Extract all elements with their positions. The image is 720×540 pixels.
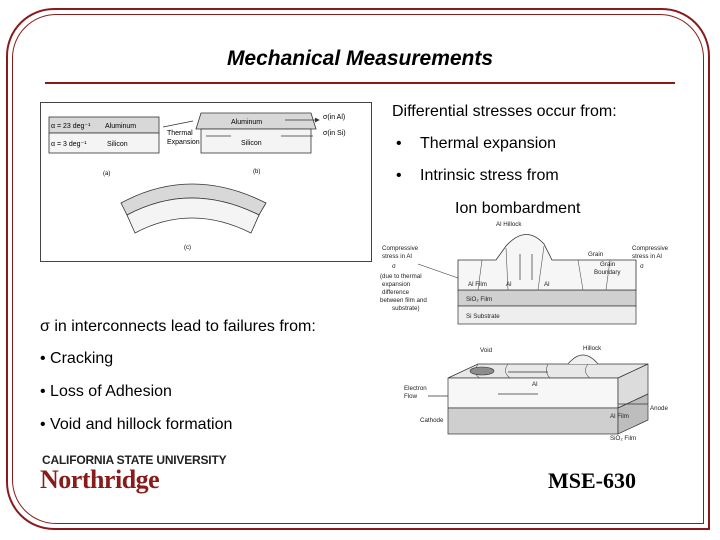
electron-label-2: Flow [404, 393, 418, 400]
due-2: expansion [382, 281, 411, 288]
aluminum-label-b: Aluminum [231, 119, 263, 126]
right-continuation: Ion bombardment [455, 200, 581, 217]
logo-university-line: CALIFORNIA STATE UNIVERSITY [42, 453, 227, 467]
compressive-left-1: Compressive [382, 245, 419, 252]
due-4: between film and [380, 297, 427, 304]
due-5: substrate) [392, 305, 420, 312]
sigma-right: σ [640, 263, 644, 270]
slide-title: Mechanical Measurements [226, 47, 494, 70]
sigma-symbol: σ [40, 318, 50, 335]
alpha-top-label: α = 23 deg⁻¹ [51, 123, 91, 130]
label-a: (a) [103, 171, 111, 177]
sio2-film-label-2: SiO₂ Film [610, 435, 637, 442]
bimetal-diagram [41, 103, 371, 261]
hillock-label: Hillock [583, 345, 602, 352]
al-film-label: Al Film [468, 281, 487, 288]
right-bullet-thermal: Thermal expansion [420, 135, 557, 152]
aluminum-label-a: Aluminum [105, 123, 137, 130]
compressive-right-2: stress in Al [632, 253, 662, 260]
al-label-1: Al [506, 281, 512, 288]
course-code: MSE-630 [548, 468, 636, 493]
left-bullet-cracking: • Cracking [40, 350, 114, 367]
left-bullet-void: • Void and hillock formation [40, 416, 233, 433]
title-divider [45, 82, 675, 84]
grain-boundary-2: Boundary [594, 269, 621, 276]
left-bullet-adhesion: • Loss of Adhesion [40, 383, 172, 400]
label-c: (c) [184, 245, 191, 251]
alpha-bottom-label: α = 3 deg⁻¹ [51, 141, 87, 148]
al-hillock-label: Al Hillock [496, 221, 522, 228]
cathode-label: Cathode [420, 417, 444, 424]
silicon-label-a: Silicon [107, 141, 128, 148]
sio2-film-label: SiO₂ Film [466, 296, 493, 303]
sigma-al-label: σ(in Al) [323, 114, 346, 121]
si-substrate-label: Si Substrate [466, 313, 500, 320]
sigma-left: σ [392, 263, 396, 270]
grain-label: Grain [588, 251, 604, 258]
left-heading-text: in interconnects lead to failures from: [54, 318, 316, 335]
compressive-right-1: Compressive [632, 245, 669, 252]
bimetal-figure [40, 102, 372, 262]
right-heading: Differential stresses occur from: [392, 103, 617, 120]
due-1: (due to thermal [380, 273, 422, 280]
right-bullet-intrinsic: Intrinsic stress from [420, 167, 559, 184]
electron-label-1: Electron [404, 385, 427, 392]
right-bullet-marker-1: • [396, 135, 402, 152]
al-label-3: Al [532, 381, 538, 388]
anode-label: Anode [650, 405, 668, 412]
al-label-2: Al [544, 281, 550, 288]
thermal-label: Thermal [167, 130, 193, 137]
expansion-label: Expansion [167, 139, 200, 146]
due-3: difference [382, 289, 410, 296]
hillock-figure [378, 218, 669, 330]
grain-boundary-1: Grain [600, 261, 616, 268]
void-label: Void [480, 347, 493, 354]
compressive-left-2: stress in Al [382, 253, 412, 260]
right-bullet-marker-2: • [396, 167, 402, 184]
left-heading [40, 318, 316, 336]
label-b: (b) [253, 169, 261, 175]
sigma-si-label: σ(in Si) [323, 130, 346, 137]
silicon-label-b: Silicon [241, 140, 262, 147]
al-film-label-2: Al Film [610, 413, 629, 420]
logo-northridge: Northridge [40, 465, 160, 494]
electromigration-figure [398, 338, 680, 454]
